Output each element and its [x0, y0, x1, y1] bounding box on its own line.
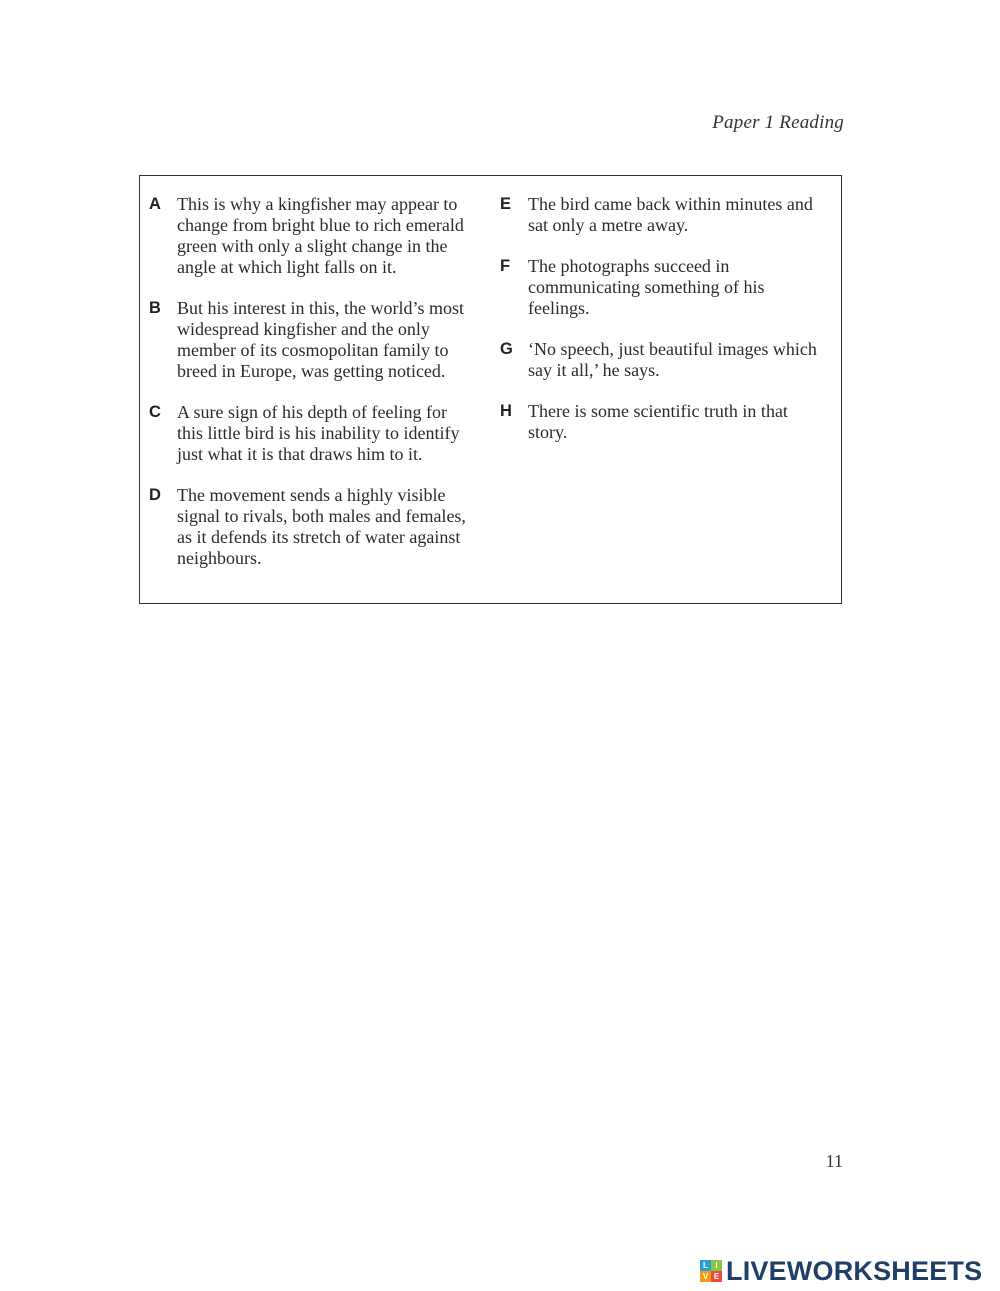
option-f: [500, 256, 830, 319]
options-column-right: [500, 194, 830, 463]
page-number: 11: [825, 1151, 843, 1171]
option-g: [500, 339, 830, 381]
option-text: There is some scientific truth in that story.: [528, 401, 788, 442]
logo-tile: I: [711, 1260, 722, 1271]
logo-tile: E: [711, 1271, 722, 1282]
option-e: [500, 194, 830, 236]
option-letter: A: [149, 195, 161, 213]
option-text: The movement sends a highly visible signal to rivals, both males and females, as it defends its stretch of water against neighbours.: [177, 485, 466, 568]
logo-tile: V: [700, 1271, 711, 1282]
running-title: Paper 1 Reading: [712, 112, 844, 133]
option-text: This is why a kingfisher may appear to change from bright blue to rich emerald green with only a slight change in the angle at which light falls on it.: [177, 194, 464, 277]
options-box: [139, 175, 842, 604]
logo-tile: L: [700, 1260, 711, 1271]
option-letter: C: [149, 403, 161, 421]
option-letter: H: [500, 402, 512, 420]
option-text: But his interest in this, the world’s most widespread kingfisher and the only member of its cosmopolitan family to breed in Europe, was getting noticed.: [177, 298, 464, 381]
option-c: [149, 402, 489, 465]
option-h: [500, 401, 830, 443]
option-text: ‘No speech, just beautiful images which say it all,’ he says.: [528, 339, 817, 380]
options-column-left: [149, 194, 489, 589]
brand-text: LIVEWORKSHEETS: [726, 1255, 983, 1286]
option-text: The bird came back within minutes and sat only a metre away.: [528, 194, 813, 235]
option-b: [149, 298, 489, 382]
liveworksheets-logo-icon: [700, 1260, 722, 1282]
option-letter: E: [500, 195, 512, 213]
liveworksheets-brand[interactable]: [700, 1254, 982, 1288]
option-letter: D: [149, 486, 161, 504]
option-letter: G: [500, 340, 513, 358]
option-text: A sure sign of his depth of feeling for this little bird is his inability to identify just what it is that draws him to it.: [177, 402, 460, 464]
option-a: [149, 194, 489, 278]
option-letter: B: [149, 299, 161, 317]
option-d: [149, 485, 489, 569]
option-letter: F: [500, 257, 511, 275]
option-text: The photographs succeed in communicating something of his feelings.: [528, 256, 765, 318]
